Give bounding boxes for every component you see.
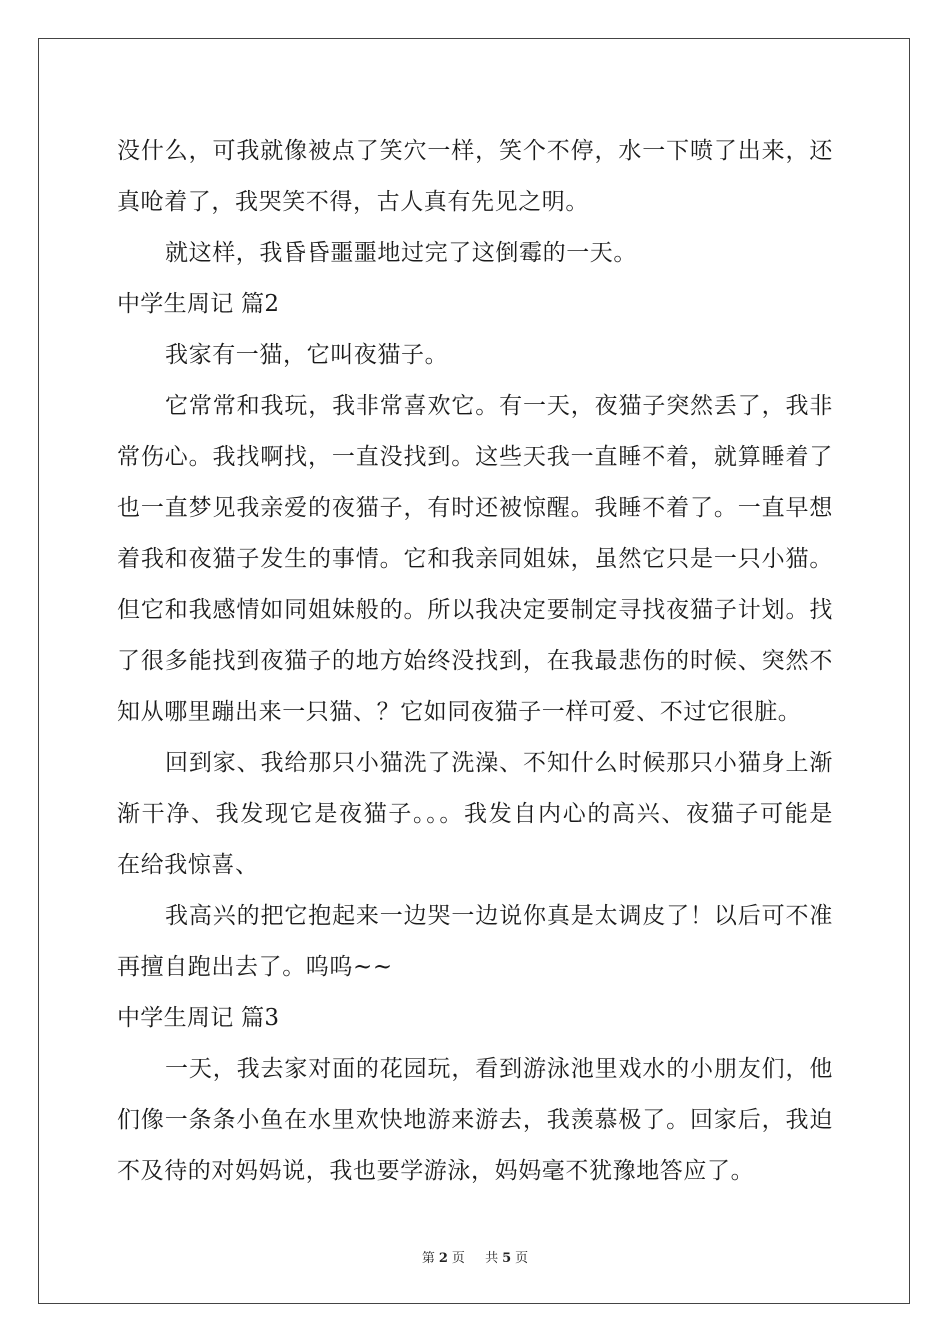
paragraph-line: 常伤心。我找啊找，一直没找到。这些天我一直睡不着，就算睡着了 [117,444,833,470]
paragraph-line: 我高兴的把它抱起来一边哭一边说你真是太调皮了！以后可不准 [165,903,833,929]
paragraph-line: 它常常和我玩，我非常喜欢它。有一天，夜猫子突然丢了，我非 [165,393,833,419]
paragraph-line: 们像一条条小鱼在水里欢快地游来游去，我羡慕极了。回家后，我迫 [117,1107,833,1133]
page-total: 共 5 页 [485,1251,529,1266]
paragraph-line: 不及待的对妈妈说，我也要学游泳，妈妈毫不犹豫地答应了。 [117,1158,755,1184]
paragraph-line: 知从哪里蹦出来一只猫、？它如同夜猫子一样可爱、不过它很脏。 [117,699,802,725]
paragraph-line: 再擅自跑出去了。呜呜~~ [117,954,393,980]
section-heading-3: 中学生周记 篇3 [117,1005,280,1031]
paragraph-line: 渐干净、我发现它是夜猫子。。。我发自内心的高兴、夜猫子可能是 [117,801,833,827]
paragraph-line: 也一直梦见我亲爱的夜猫子，有时还被惊醒。我睡不着了。一直早想 [117,495,833,521]
paragraph-line: 着我和夜猫子发生的事情。它和我亲同姐妹，虽然它只是一只小猫。 [117,546,833,572]
paragraph-line: 没什么，可我就像被点了笑穴一样，笑个不停，水一下喷了出来，还 [117,138,833,164]
paragraph-line: 就这样，我昏昏噩噩地过完了这倒霉的一天。 [165,240,637,266]
page-footer [0,1247,950,1266]
paragraph-line: 我家有一猫，它叫夜猫子。 [165,342,449,368]
paragraph-line: 在给我惊喜、 [117,852,259,878]
paragraph-line: 但它和我感情如同姐妹般的。所以我决定要制定寻找夜猫子计划。找 [117,597,833,623]
page-number: 第 2 页 [421,1251,465,1266]
document-body [117,126,833,1197]
paragraph-line: 一天，我去家对面的花园玩，看到游泳池里戏水的小朋友们，他 [165,1056,833,1082]
paragraph-line: 回到家、我给那只小猫洗了洗澡、不知什么时候那只小猫身上渐 [165,750,833,776]
paragraph-line: 真呛着了，我哭笑不得，古人真有先见之明。 [117,189,589,215]
section-heading-2: 中学生周记 篇2 [117,291,280,317]
paragraph-line: 了很多能找到夜猫子的地方始终没找到，在我最悲伤的时候、突然不 [117,648,833,674]
